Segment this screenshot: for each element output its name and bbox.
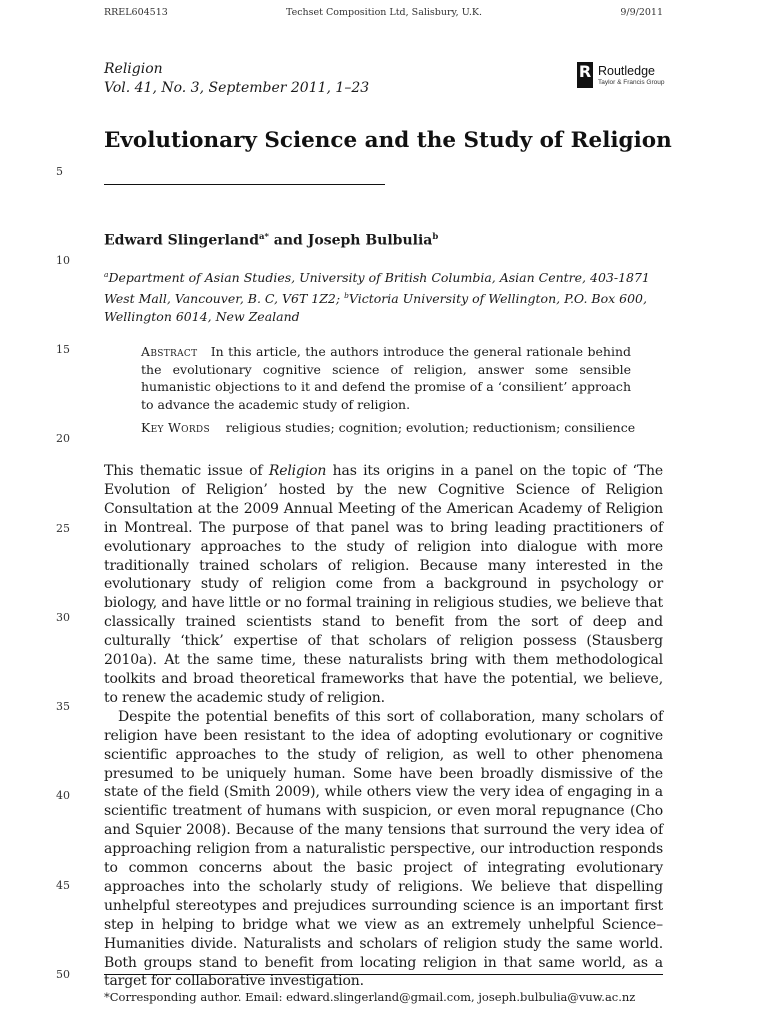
paragraph-2: Despite the potential benefits of this sort of collaboration, many scholars of religion have been resistant to the idea of adopting evolutionary or cognitive scientific approaches to the study of religion, as well to other phenomena presumed to be uniquely human. Some have been broadly dismissive of the state of the field (Smith 2009), while others view the very idea of engaging in a scientific treatment of humans with suspicion, or even moral repugnance (Cho and Squier 2008). Because of the many tensions that surround the very idea of approaching religion from a naturalistic perspective, our introduction responds to common concerns about the basic project of integrating evolutionary approaches into the scholarly study of religions. We believe that dispelling unhelpful stereotypes and prejudices surrounding science is an important first step in helping to bridge what we view as an extremely unhelpful Science–Humanities divide. Naturalists and scholars of religion study the same world. Both groups stand to benefit from locating religion in that same world, as a target for collaborative investigation. xyxy=(104,708,663,990)
affiliations xyxy=(104,266,670,326)
author-1-affil-mark: a* xyxy=(258,232,269,242)
journal-name: Religion xyxy=(104,61,163,77)
article-title: Evolutionary Science and the Study of Religion xyxy=(104,128,672,153)
line-number: 25 xyxy=(56,522,70,535)
line-number: 45 xyxy=(56,879,70,892)
abstract xyxy=(141,343,631,413)
header-manuscript-id: RREL604513 xyxy=(104,7,168,18)
header-typesetter: Techset Composition Ltd, Salisbury, U.K. xyxy=(286,7,482,18)
line-number: 20 xyxy=(56,432,70,445)
abstract-label: Abstract xyxy=(141,344,198,359)
paragraph-1-lead: This thematic issue of xyxy=(104,463,269,479)
line-number: 50 xyxy=(56,968,70,981)
publisher-logo xyxy=(577,62,667,90)
logo-mark-letter: R xyxy=(578,62,592,81)
publisher-name: Routledge xyxy=(598,64,655,78)
affil-a: Department of Asian Studies, University of British Columbia, Asian Centre, 403-1871 West Mall, Vancouver, B. C, V6T 1Z2; xyxy=(104,270,650,307)
journal-info xyxy=(104,60,369,98)
body-text xyxy=(104,462,663,991)
title-rule xyxy=(104,184,385,185)
journal-volume: Vol. 41, No. 3, September 2011, 1–23 xyxy=(104,80,370,96)
affil-a-mark: a xyxy=(104,270,109,279)
line-number: 5 xyxy=(56,165,63,178)
author-2: Joseph Bulbulia xyxy=(307,232,433,249)
routledge-logo-icon xyxy=(577,62,593,88)
line-number: 10 xyxy=(56,254,70,267)
paragraph-1-rest: has its origins in a panel on the topic of ‘The Evolution of Religion’ hosted by the new Cognitive Science of Religion Consultation at the 2009 Annual Meeting of the American Academy of Religion in Montreal. The purpose of that panel was to bring leading practitioners of evolutionary approaches to the study of religion into dialogue with more traditionally trained scholars of religion. Because many interested in the evolutionary study of religion come from a background in psychology or biology, and have little or no formal training in religious studies, we believe that classically trained scientists stand to benefit from the sort of deep and culturally ‘thick’ expertise of that scholars of religion possess (Stausberg 2010a). At the same time, these naturalists bring with them methodological toolkits and broad theoretical frameworks that have the potential, we believe, to renew the academic study of religion. xyxy=(104,463,663,706)
keywords xyxy=(141,420,661,435)
footnote-rule xyxy=(104,974,663,975)
footnote: *Corresponding author. Email: edward.slingerland@gmail.com, joseph.bulbulia@vuw.ac.nz xyxy=(104,990,636,1004)
publisher-subtitle: Taylor & Francis Group xyxy=(598,79,665,86)
paragraph-1 xyxy=(104,462,663,708)
author-1: Edward Slingerland xyxy=(104,232,259,249)
affil-b-mark: b xyxy=(344,291,349,301)
line-number: 30 xyxy=(56,611,70,624)
line-number: 35 xyxy=(56,700,70,713)
abstract-text: In this article, the authors introduce the general rationale behind the evolutionary cognitive science of religion, answer some sensible humanistic objections to it and defend the promise of a ‘consilient’ approach to advance the academic study of religion. xyxy=(141,344,632,412)
keywords-text: religious studies; cognition; evolution; reductionism; consilience xyxy=(225,420,636,435)
line-number: 40 xyxy=(56,789,70,802)
header-date: 9/9/2011 xyxy=(620,7,663,18)
author-conjunction: and xyxy=(268,232,308,249)
line-number: 15 xyxy=(56,343,70,356)
keywords-label: Key Words xyxy=(141,420,210,435)
author-2-affil-mark: b xyxy=(432,232,439,242)
journal-name-inline: Religion xyxy=(268,463,327,479)
author-line xyxy=(104,232,438,249)
affil-b: Victoria University of Wellington, P.O. Box 600, Wellington 6014, New Zealand xyxy=(104,291,647,325)
